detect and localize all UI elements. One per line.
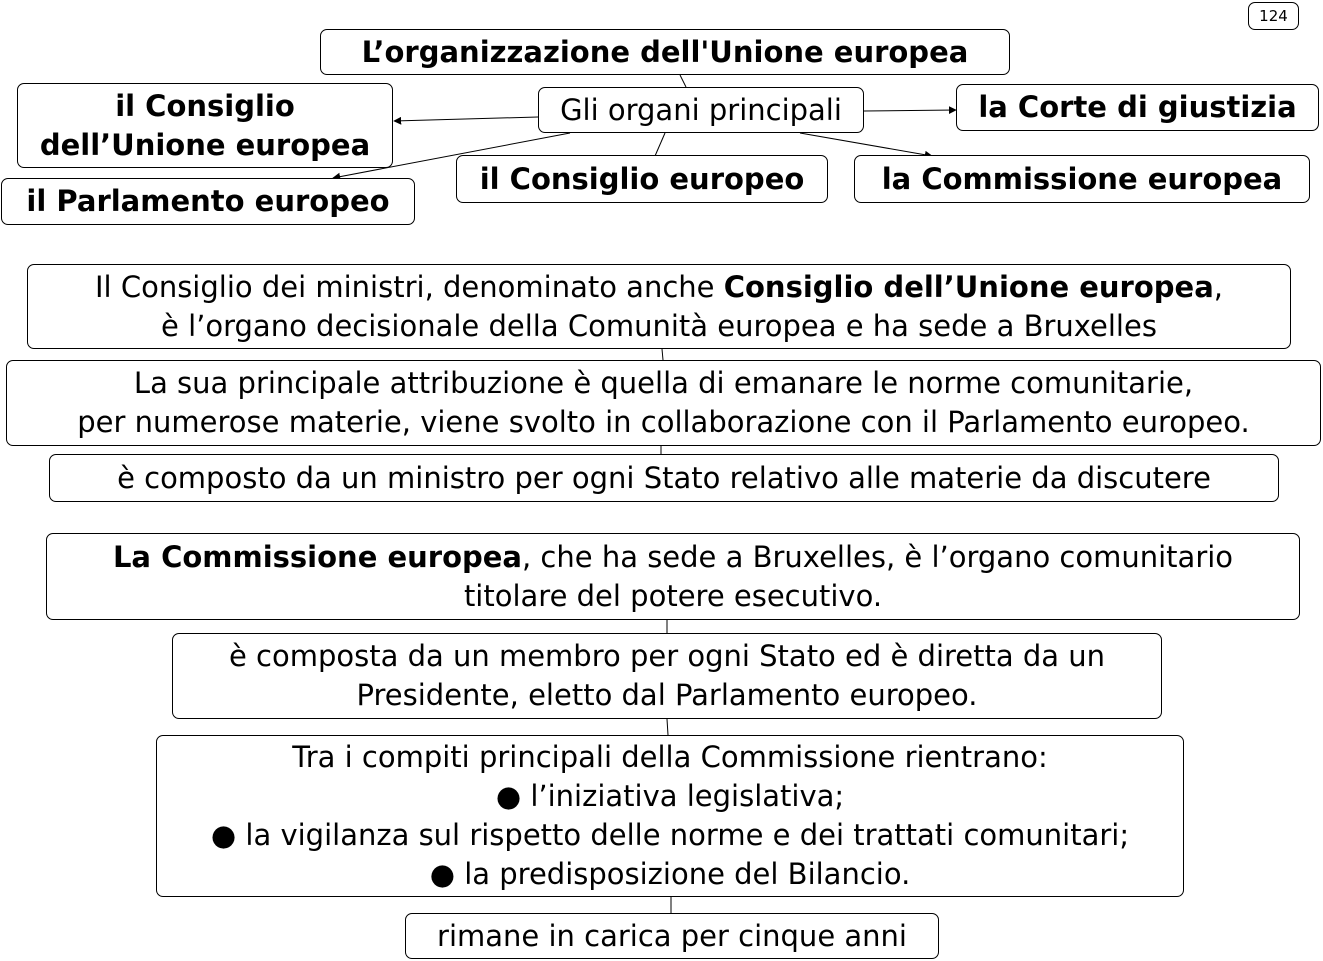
link-to-consiglio-europeo (655, 133, 665, 156)
attribuzione-line-1: La sua principale attribuzione è quella di emanare le norme comunitarie, (133, 366, 1194, 400)
consiglio-composizione-node (49, 454, 1279, 502)
consiglio-intro-post: , (1213, 269, 1223, 304)
compiti-line-3: ● la vigilanza sul rispetto delle norme e dei trattati comunitari; (210, 818, 1130, 852)
commissione-compiti-node (156, 735, 1184, 897)
consiglio-europeo-text: il Consiglio europeo (479, 161, 805, 196)
center-text: Gli organi principali (560, 92, 842, 127)
attribuzione-line-2: per numerose materie, viene svolto in collaborazione con il Parlamento europeo. (77, 405, 1250, 439)
link-consiglio-1 (662, 349, 663, 360)
commissione-text: la Commissione europea (881, 161, 1283, 196)
commissione-durata-node (405, 913, 939, 959)
title-node (320, 29, 1010, 75)
commissione-intro-bold: La Commissione europea (112, 539, 522, 574)
commissione-durata-text: rimane in carica per cinque anni (437, 918, 907, 953)
corte-text: la Corte di giustizia (978, 90, 1297, 124)
consiglio-intro-line-1 (95, 268, 1223, 307)
consiglio-europeo-node (456, 155, 828, 203)
page-number: 124 (1248, 2, 1299, 30)
consiglio-intro-line-2: è l’organo decisionale della Comunità europea e ha sede a Bruxelles (161, 308, 1157, 343)
consiglio-intro-node (27, 264, 1291, 349)
arrow-to-commissione (800, 133, 932, 156)
consiglio-ue-node (17, 83, 393, 168)
commissione-intro-line-1 (113, 538, 1233, 577)
arrow-to-consiglio-ue (394, 117, 538, 121)
parlamento-text: il Parlamento europeo (26, 184, 390, 218)
link-commissione-2 (667, 719, 668, 735)
consiglio-attribuzione-node (6, 360, 1321, 446)
compiti-line-4: ● la predisposizione del Bilancio. (429, 857, 911, 891)
compiti-line-2: ● l’iniziativa legislativa; (495, 779, 845, 813)
commissione-composizione-line-1: è composta da un membro per ogni Stato ed è diretta da un (228, 639, 1106, 673)
consiglio-composizione-text: è composto da un ministro per ogni Stato relativo alle materie da discutere (117, 460, 1211, 495)
link-title-center (680, 75, 686, 87)
consiglio-ue-line-1: il Consiglio (115, 88, 295, 123)
consiglio-intro-bold: Consiglio dell’Unione europea (723, 269, 1214, 304)
corte-node (956, 84, 1319, 131)
title-text: L’organizzazione dell'Unione europea (361, 34, 969, 69)
commissione-intro-line-2: titolare del potere esecutivo. (463, 578, 883, 613)
commissione-node (854, 155, 1310, 203)
commissione-composizione-line-2: Presidente, eletto dal Parlamento europeo. (356, 678, 978, 712)
parlamento-node (1, 178, 415, 225)
commissione-intro-post: , che ha sede a Bruxelles, è l’organo comunitario (522, 539, 1234, 574)
center-node (538, 87, 864, 133)
arrow-to-corte (864, 110, 956, 111)
consiglio-intro-pre: Il Consiglio dei ministri, denominato anche (95, 269, 724, 304)
commissione-composizione-node (172, 633, 1162, 719)
consiglio-ue-line-2: dell’Unione europea (39, 127, 371, 162)
compiti-line-1: Tra i compiti principali della Commissione rientrano: (292, 740, 1048, 774)
commissione-intro-node (46, 533, 1300, 620)
